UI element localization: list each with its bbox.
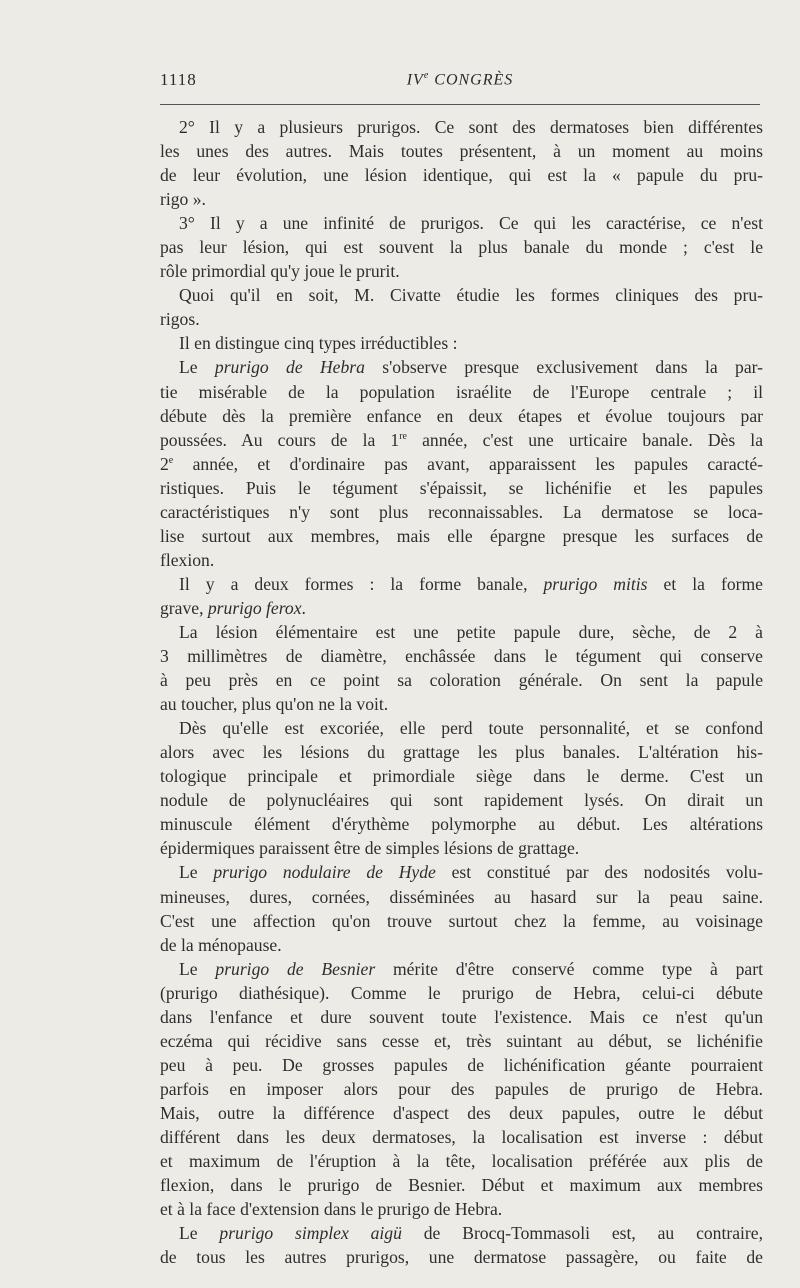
text-line — [160, 596, 763, 620]
text-run: est constitué par des nodosités volu- — [435, 862, 763, 883]
text-line: mineuses, dures, cornées, disséminées au hasard sur la peau saine. — [160, 886, 763, 907]
text-run: . — [301, 597, 306, 618]
text-line: Quoi qu'il en soit, M. Civatte étudie les formes cliniques des pru- — [179, 285, 763, 306]
italic-run: prurigo ferox — [207, 597, 302, 618]
text-run: Il y a deux formes : la forme banale, — [179, 573, 544, 594]
text-line: C'est une affection qu'on trouve surtout chez la femme, au voisinage — [160, 910, 763, 931]
text-line: tologique principale et primordiale siège dans le derme. C'est un — [160, 766, 763, 787]
text-line — [160, 355, 763, 379]
text-line: rigo ». — [160, 189, 206, 210]
text-line: de la ménopause. — [160, 934, 282, 955]
text-line: (prurigo diathésique). Comme le prurigo de Hebra, celui-ci débute — [160, 982, 763, 1003]
text-line: de leur évolution, une lésion identique, qui est la « papule du pru- — [160, 165, 763, 186]
text-run: 2 — [160, 453, 169, 474]
italic-run: prurigo simplex aigü — [219, 1223, 402, 1244]
italic-run: prurigo de Besnier — [215, 958, 376, 979]
italic-run: prurigo nodulaire de Hyde — [213, 862, 436, 883]
text-run: Le — [179, 1223, 220, 1244]
running-head-rest: CONGRÈS — [429, 71, 514, 89]
text-line: parfois en imposer alors pour des papules de prurigo de Hebra. — [160, 1078, 763, 1099]
italic-run: prurigo mitis — [543, 573, 648, 594]
text-line: épidermiques paraissent être de simples lésions de grattage. — [160, 838, 580, 859]
text-line: 3 millimètres de diamètre, enchâssée dans le tégument qui conserve — [160, 646, 763, 667]
text-line — [160, 860, 763, 884]
text-run: Le — [179, 958, 216, 979]
text-line: Il en distingue cinq types irréductibles : — [179, 333, 458, 354]
text-line — [160, 1221, 763, 1245]
text-line: caractéristiques n'y sont plus reconnaissables. La dermatose se loca- — [160, 501, 763, 522]
text-line: de tous les autres prurigos, une dermatose passagère, ou faite de — [160, 1247, 763, 1268]
text-line: flexion, dans le prurigo de Besnier. Début et maximum aux membres — [160, 1175, 763, 1196]
body-text — [160, 115, 763, 1269]
text-run: poussées. Au cours de la 1 — [160, 429, 400, 450]
text-line: La lésion élémentaire est une petite papule dure, sèche, de 2 à — [179, 621, 763, 642]
text-run: année, et d'ordinaire pas avant, apparaissent les papules caracté- — [173, 453, 763, 474]
italic-run: prurigo de Hebra — [214, 357, 365, 378]
text-line: 3° Il y a une infinité de prurigos. Ce qui les caractérise, ce n'est — [179, 213, 763, 234]
text-line: les unes des autres. Mais toutes présentent, à un moment au moins — [160, 141, 763, 162]
text-run: mérite d'être conservé comme type à part — [375, 958, 763, 979]
text-line — [160, 572, 763, 596]
header-rule — [160, 104, 760, 105]
text-line: Mais, outre la différence d'aspect des deux papules, outre le début — [160, 1102, 763, 1123]
page-number: 1118 — [160, 70, 197, 89]
page-header — [160, 70, 760, 98]
text-line: rigos. — [160, 309, 200, 330]
text-line: ristiques. Puis le tégument s'épaissit, se lichénifie et les papules — [160, 477, 763, 498]
text-run: et la forme — [647, 573, 763, 594]
superscript: re — [399, 430, 407, 442]
text-line — [160, 428, 763, 452]
text-line: nodule de polynucléaires qui sont rapidement lysés. On dirait un — [160, 790, 763, 811]
text-line: 2° Il y a plusieurs prurigos. Ce sont des dermatoses bien différentes — [179, 117, 763, 137]
text-run: de Brocq-Tommasoli est, au contraire, — [401, 1223, 763, 1244]
text-run: Le — [179, 357, 215, 378]
text-line: et à la face d'extension dans le prurigo de Hebra. — [160, 1199, 503, 1220]
text-run: Le — [179, 862, 214, 883]
text-line: différent dans les deux dermatoses, la localisation est inverse : début — [160, 1126, 763, 1147]
superscript: e — [168, 454, 174, 466]
text-line: flexion. — [160, 549, 215, 570]
text-line: alors avec les lésions du grattage les plus banales. L'altération his- — [160, 742, 763, 763]
text-line: débute dès la première enfance en deux étapes et évolue toujours par — [160, 405, 763, 426]
text-line: tie misérable de la population israélite de l'Europe centrale ; il — [160, 381, 763, 402]
text-line — [160, 452, 763, 476]
running-head-roman: IV — [406, 71, 424, 89]
text-line: pas leur lésion, qui est souvent la plus banale du monde ; c'est le — [160, 237, 763, 258]
text-line: dans l'enfance et dure souvent toute l'existence. Mais ce n'est qu'un — [160, 1006, 763, 1027]
text-line: et maximum de l'éruption à la tête, localisation préférée aux plis de — [160, 1151, 763, 1172]
running-head — [160, 70, 760, 89]
text-line: minuscule élément d'érythème polymorphe au début. Les altérations — [160, 814, 763, 835]
text-line — [160, 957, 763, 981]
text-line: peu à peu. De grosses papules de lichénification géante pourraient — [160, 1054, 763, 1075]
text-line: au toucher, plus qu'on ne la voit. — [160, 694, 389, 715]
running-head-sup: e — [423, 70, 430, 81]
text-line: eczéma qui récidive sans cesse et, très suintant au début, se lichénifie — [160, 1030, 763, 1051]
text-run: année, c'est une urticaire banale. Dès la — [406, 429, 764, 450]
text-run: grave, — [160, 597, 208, 618]
text-line: lise surtout aux membres, mais elle épargne presque les surfaces de — [160, 525, 763, 546]
text-line: à peu près en ce point sa coloration générale. On sent la papule — [160, 670, 763, 691]
text-run: s'observe presque exclusivement dans la par- — [364, 357, 763, 378]
text-line: Dès qu'elle est excoriée, elle perd toute personnalité, et se confond — [179, 718, 763, 739]
text-line: rôle primordial qu'y joue le prurit. — [160, 261, 400, 282]
